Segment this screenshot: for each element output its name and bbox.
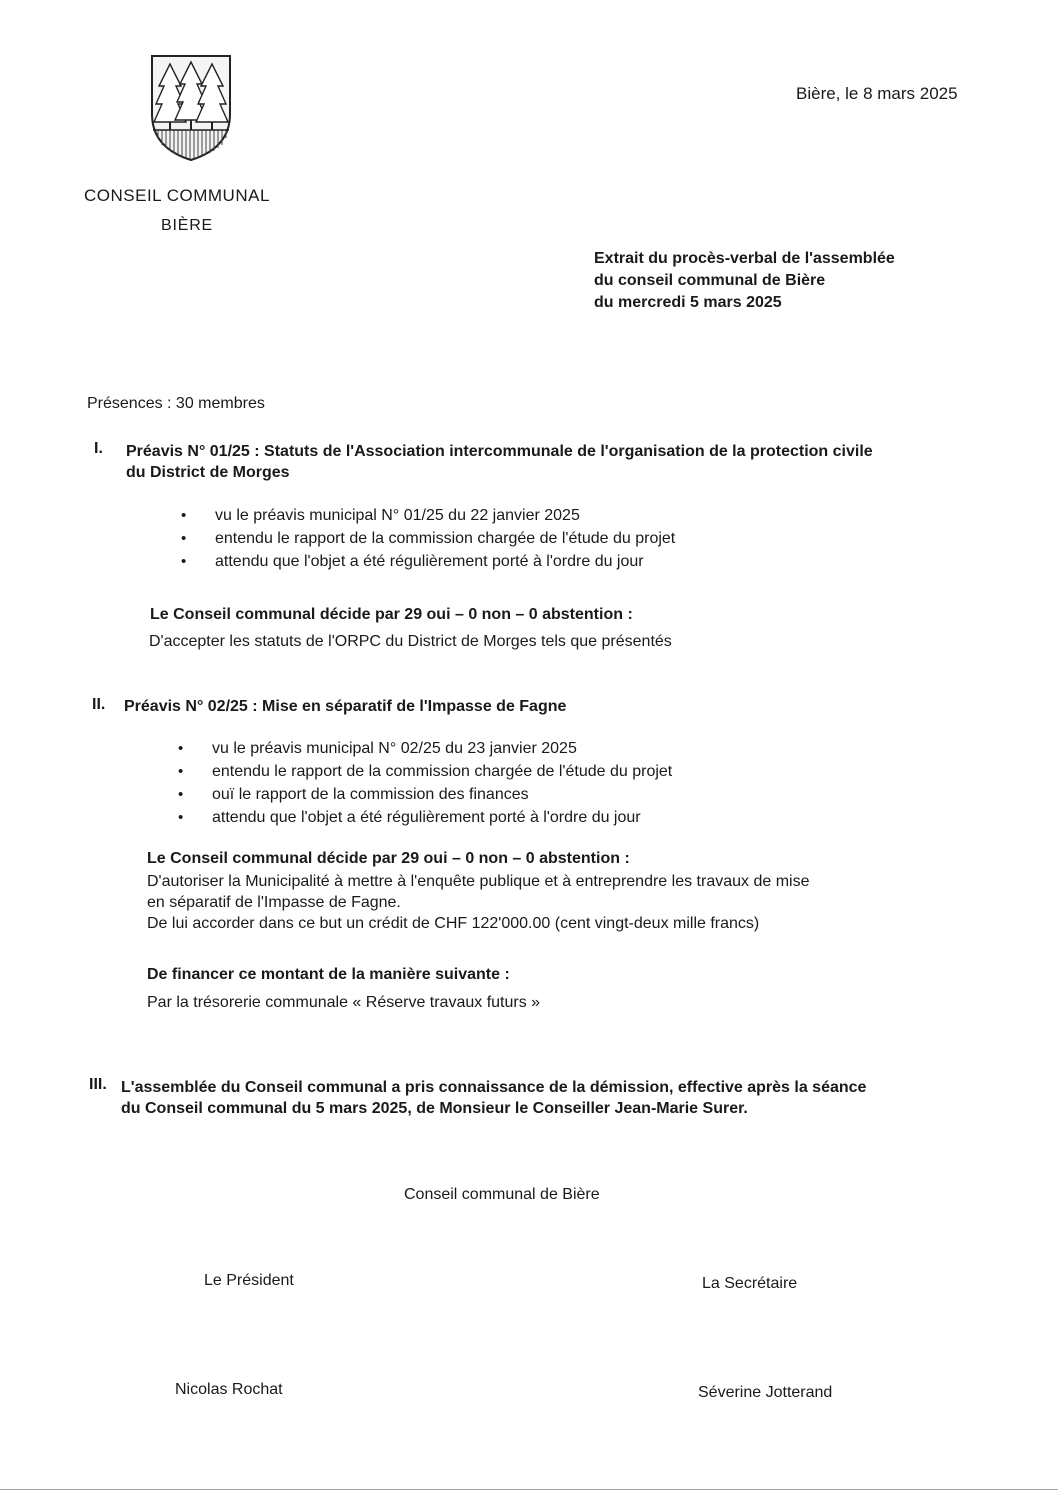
scan-edge-divider bbox=[0, 1489, 1058, 1490]
section-title-line: du Conseil communal du 5 mars 2025, de Monsieur le Conseiller Jean-Marie Surer. bbox=[121, 1100, 748, 1117]
org-name-line1: CONSEIL COMMUNAL bbox=[84, 186, 270, 205]
decision-line: D'autoriser la Municipalité à mettre à l'enquête publique et à entreprendre les travaux de mise bbox=[147, 873, 810, 890]
section-title-line: Préavis N° 01/25 : Statuts de l'Association intercommunale de l'organisation de la protection civile bbox=[126, 443, 873, 460]
document-title bbox=[594, 248, 895, 314]
section-1-number: I. bbox=[94, 440, 103, 457]
section-2-number: II. bbox=[92, 696, 106, 713]
decision-line: De lui accorder dans ce but un crédit de CHF 122'000.00 (cent vingt-deux mille francs) bbox=[147, 915, 760, 932]
section-1-considerations bbox=[181, 504, 675, 573]
title-line: Extrait du procès-verbal de l'assemblée bbox=[594, 250, 895, 267]
biere-crest-icon bbox=[148, 52, 234, 164]
president-name: Nicolas Rochat bbox=[175, 1381, 283, 1398]
list-item: • attendu que l'objet a été régulièrement porté à l'ordre du jour bbox=[181, 550, 675, 573]
list-item: • attendu que l'objet a été régulièrement porté à l'ordre du jour bbox=[178, 806, 672, 829]
attendance-line: Présences : 30 membres bbox=[87, 395, 265, 412]
decision-line: en séparatif de l'Impasse de Fagne. bbox=[147, 894, 401, 911]
list-item: • entendu le rapport de la commission chargée de l'étude du projet bbox=[178, 760, 672, 783]
section-3-text bbox=[121, 1077, 866, 1119]
signature-body: Conseil communal de Bière bbox=[404, 1186, 600, 1203]
org-name-line2: BIÈRE bbox=[161, 217, 214, 234]
list-item: • vu le préavis municipal N° 02/25 du 23 janvier 2025 bbox=[178, 737, 672, 760]
list-item: • ouï le rapport de la commission des finances bbox=[178, 783, 672, 806]
secretary-name: Séverine Jotterand bbox=[698, 1384, 833, 1401]
section-title-line: du District de Morges bbox=[126, 464, 290, 481]
section-title-line: Préavis N° 02/25 : Mise en séparatif de l'Impasse de Fagne bbox=[124, 698, 567, 715]
section-3-number: III. bbox=[89, 1076, 107, 1093]
section-2-decision: Le Conseil communal décide par 29 oui – 0 non – 0 abstention : bbox=[147, 850, 630, 867]
secretary-title: La Secrétaire bbox=[702, 1275, 798, 1292]
section-2-finance-text: Par la trésorerie communale « Réserve travaux futurs » bbox=[147, 994, 541, 1011]
section-2-finance-title: De financer ce montant de la manière suivante : bbox=[147, 966, 510, 983]
section-2-decision-text bbox=[147, 871, 809, 934]
list-item: • vu le préavis municipal N° 01/25 du 22 janvier 2025 bbox=[181, 504, 675, 527]
section-1-decision: Le Conseil communal décide par 29 oui – 0 non – 0 abstention : bbox=[150, 606, 633, 623]
title-line: du mercredi 5 mars 2025 bbox=[594, 294, 782, 311]
section-1-decision-text: D'accepter les statuts de l'ORPC du District de Morges tels que présentés bbox=[149, 633, 672, 650]
list-item: • entendu le rapport de la commission chargée de l'étude du projet bbox=[181, 527, 675, 550]
section-title-line: L'assemblée du Conseil communal a pris connaissance de la démission, effective après la séance bbox=[121, 1079, 867, 1096]
section-2-title bbox=[124, 696, 566, 717]
title-line: du conseil communal de Bière bbox=[594, 272, 826, 289]
section-2-considerations bbox=[178, 737, 672, 829]
president-title: Le Président bbox=[204, 1272, 294, 1289]
section-1-title bbox=[126, 441, 873, 483]
document-date: Bière, le 8 mars 2025 bbox=[796, 84, 958, 103]
